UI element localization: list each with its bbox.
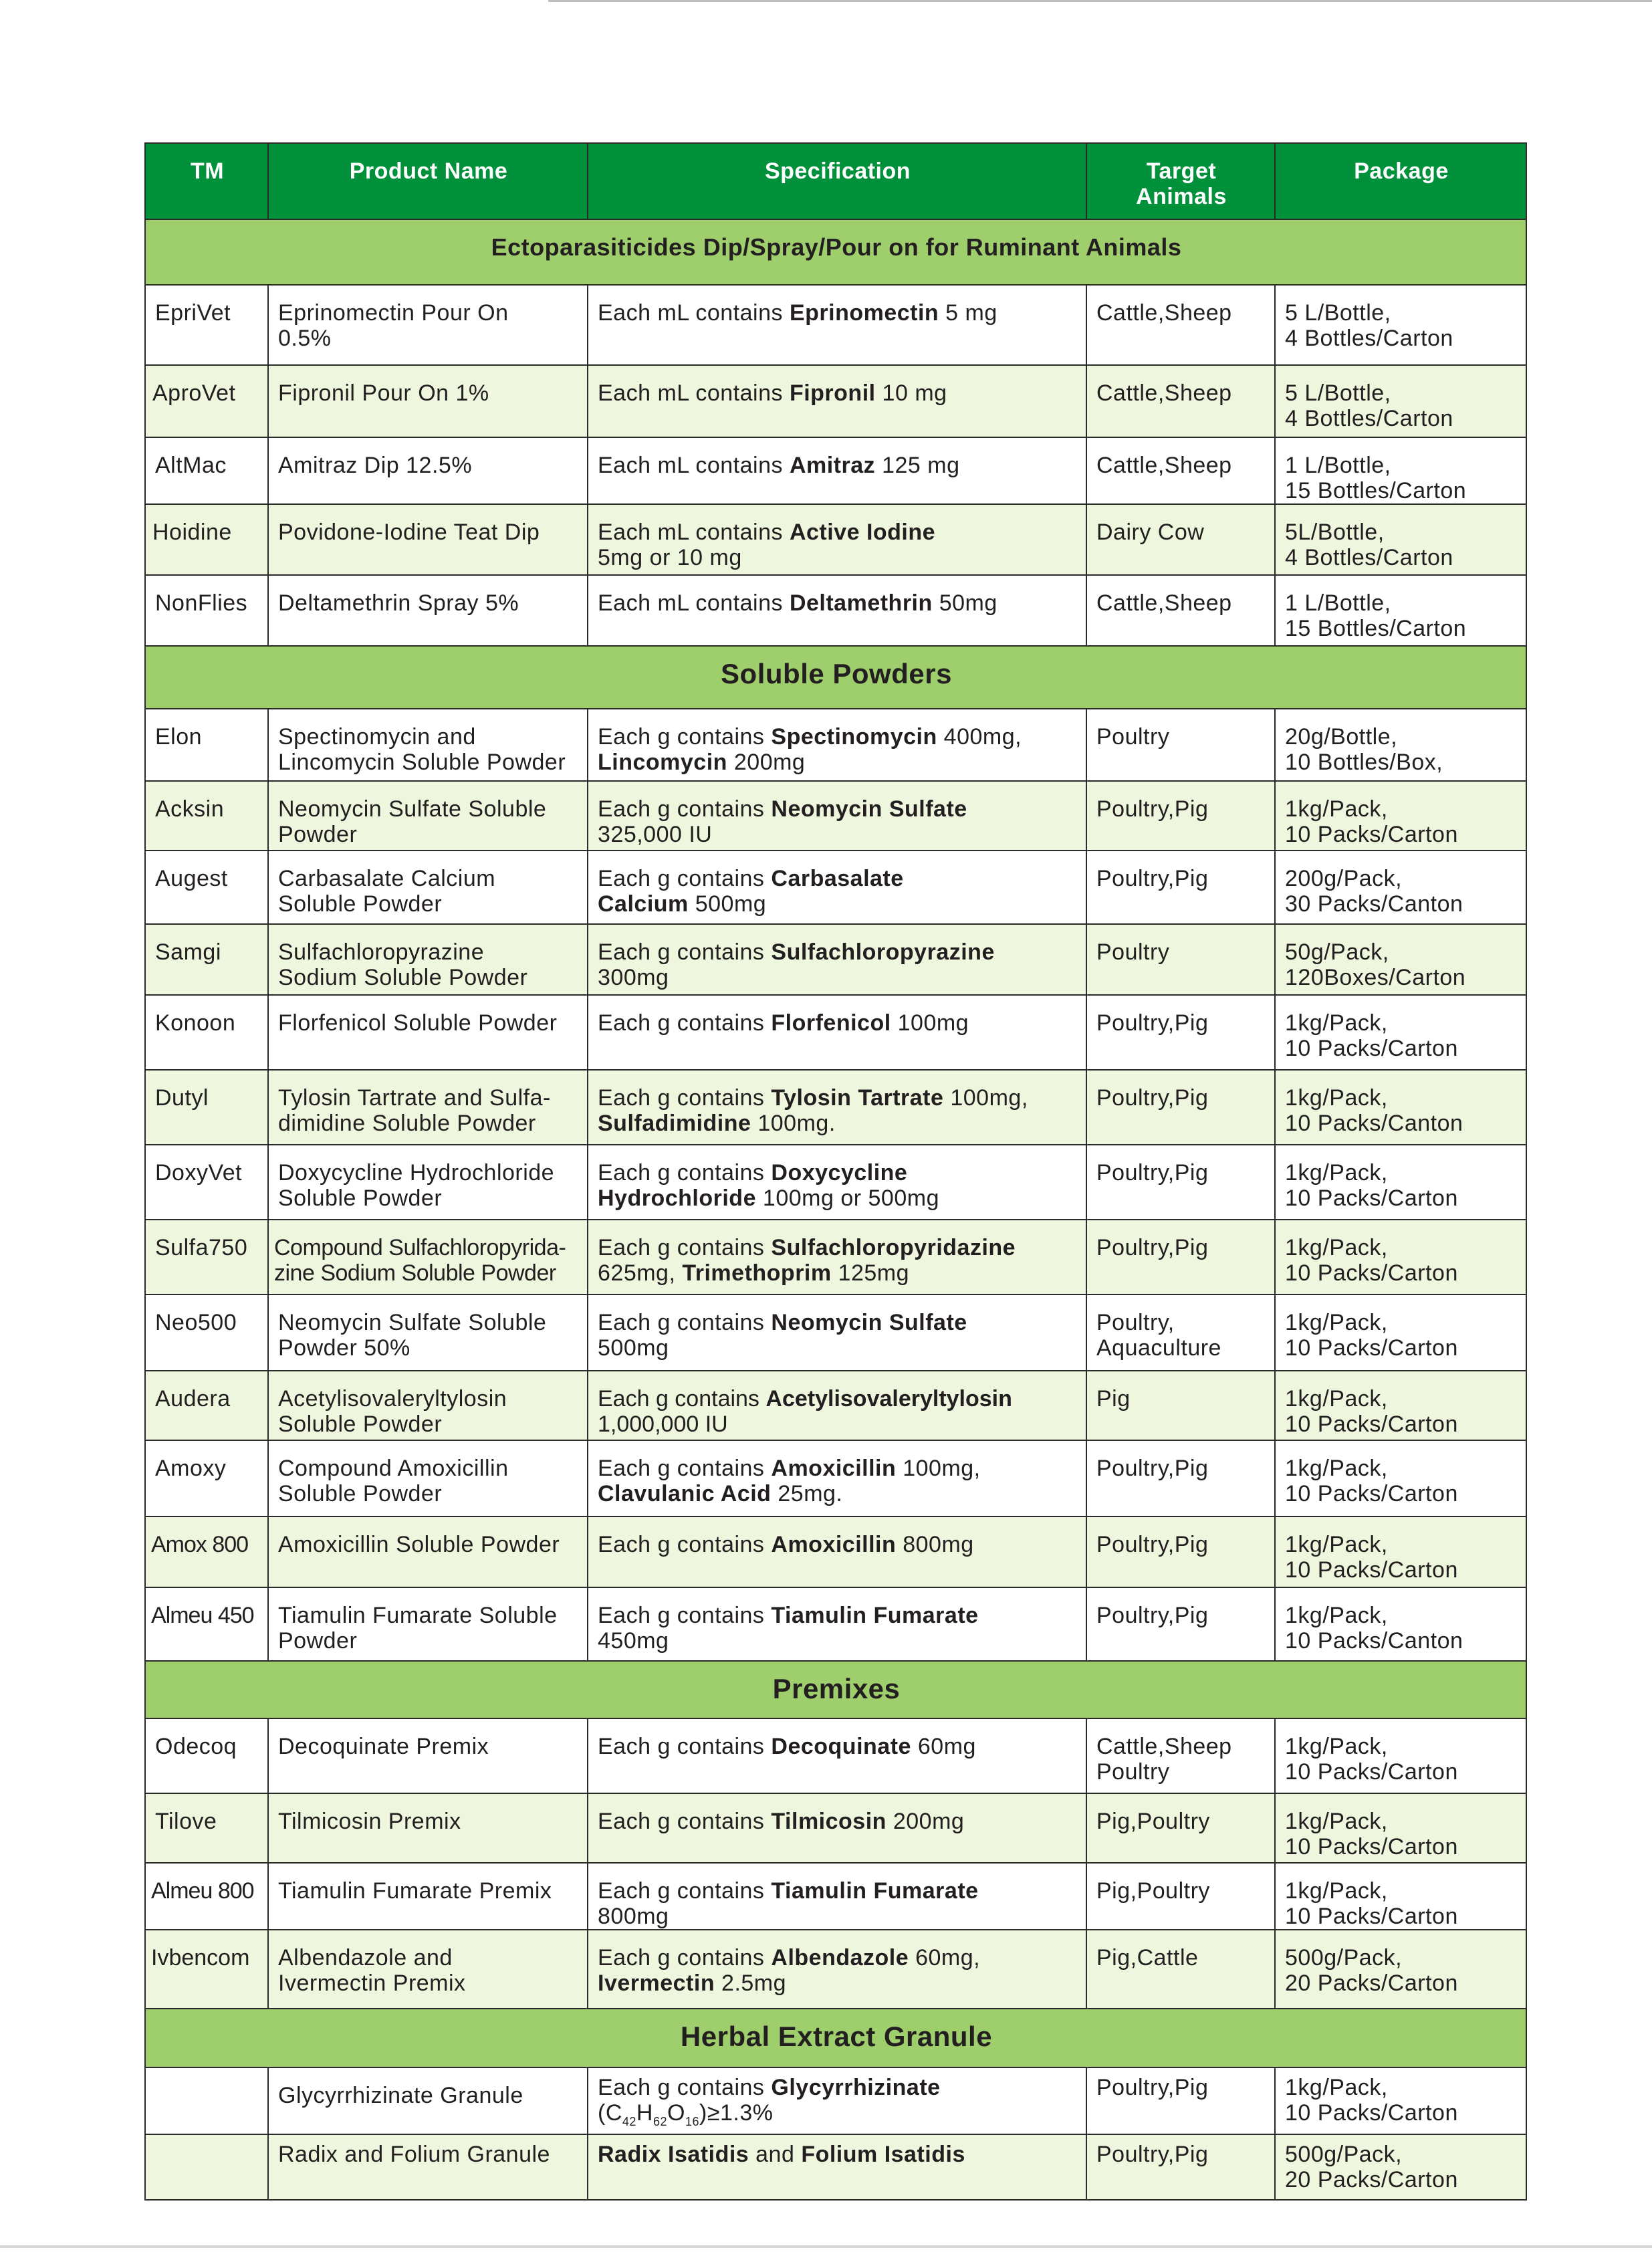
cell-product-name: Tilmicosin Premix <box>268 1793 588 1863</box>
cell-tm: Neo500 <box>145 1294 268 1371</box>
cell-tm: Samgi <box>145 924 268 995</box>
cell-target-animals: Pig,Poultry <box>1086 1863 1275 1930</box>
table-row <box>145 1587 1526 1661</box>
table-row <box>145 1070 1526 1145</box>
cell-product-name: Neomycin Sulfate Soluble Powder <box>268 781 588 851</box>
cell-target-animals: Dairy Cow <box>1086 504 1275 575</box>
section-row <box>145 2009 1526 2067</box>
table-row <box>145 1718 1526 1793</box>
product-table <box>144 142 1527 2201</box>
section-title-ectoparasiticides: Ectoparasiticides Dip/Spray/Pour on for Ruminant Animals <box>145 219 1526 285</box>
cell-tm: Ivbencom <box>145 1930 268 2009</box>
cell-package: 5 L/Bottle, 4 Bottles/Carton <box>1275 285 1526 365</box>
table-row <box>145 1145 1526 1220</box>
table-row <box>145 1371 1526 1440</box>
cell-target-animals: Poultry,Pig <box>1086 1145 1275 1220</box>
section-row <box>145 219 1526 285</box>
cell-product-name: Neomycin Sulfate Soluble Powder 50% <box>268 1294 588 1371</box>
cell-specification: Each g contains Amoxicillin 800mg <box>588 1516 1086 1587</box>
cell-tm: AproVet <box>145 365 268 437</box>
table-row <box>145 575 1526 646</box>
cell-specification: Each mL contains Deltamethrin 50mg <box>588 575 1086 646</box>
cell-product-name: Florfenicol Soluble Powder <box>268 995 588 1070</box>
cell-target-animals: Poultry,Pig <box>1086 1516 1275 1587</box>
cell-product-name: Spectinomycin and Lincomycin Soluble Powder <box>268 709 588 781</box>
cell-product-name: Compound Sulfachloropyrida- zine Sodium Soluble Powder <box>268 1220 588 1294</box>
cell-specification: Each g contains Neomycin Sulfate 325,000 IU <box>588 781 1086 851</box>
cell-tm: Amoxy <box>145 1440 268 1516</box>
table-row <box>145 285 1526 365</box>
cell-product-name: Povidone-Iodine Teat Dip <box>268 504 588 575</box>
cell-specification: Each g contains Spectinomycin 400mg, Lincomycin 200mg <box>588 709 1086 781</box>
cell-product-name: Tylosin Tartrate and Sulfa- dimidine Soluble Powder <box>268 1070 588 1145</box>
cell-tm: Konoon <box>145 995 268 1070</box>
cell-package: 1kg/Pack, 10 Packs/Carton <box>1275 1145 1526 1220</box>
cell-package: 5 L/Bottle, 4 Bottles/Carton <box>1275 365 1526 437</box>
cell-package: 1kg/Pack, 10 Packs/Carton <box>1275 995 1526 1070</box>
table-row <box>145 1863 1526 1930</box>
cell-package: 1kg/Pack, 10 Packs/Carton <box>1275 1718 1526 1793</box>
cell-specification: Each g contains Glycyrrhizinate $(C_{42}H_{62}O_{16})\ge 1.3\%$ <box>588 2067 1086 2134</box>
cell-specification: Radix Isatidis and Folium Isatidis <box>588 2134 1086 2200</box>
cell-tm: Odecoq <box>145 1718 268 1793</box>
header-target-animals: Target Animals <box>1086 143 1275 219</box>
cell-package: 1kg/Pack, 10 Packs/Carton <box>1275 1294 1526 1371</box>
cell-product-name: Decoquinate Premix <box>268 1718 588 1793</box>
cell-package: 1kg/Pack, 10 Packs/Carton <box>1275 1863 1526 1930</box>
cell-target-animals: Pig,Poultry <box>1086 1793 1275 1863</box>
cell-target-animals: Poultry,Pig <box>1086 2134 1275 2200</box>
table-row <box>145 995 1526 1070</box>
cell-specification: Each g contains Sulfachloropyridazine 625mg, Trimethoprim 125mg <box>588 1220 1086 1294</box>
cell-target-animals: Poultry,Pig <box>1086 851 1275 924</box>
cell-package: 1kg/Pack, 10 Packs/Carton <box>1275 2067 1526 2134</box>
cell-specification: Each g contains Tiamulin Fumarate 450mg <box>588 1587 1086 1661</box>
cell-tm: Almeu 450 <box>145 1587 268 1661</box>
cell-package: 1kg/Pack, 10 Packs/Carton <box>1275 781 1526 851</box>
cell-target-animals: Poultry,Pig <box>1086 1440 1275 1516</box>
cell-product-name: Albendazole and Ivermectin Premix <box>268 1930 588 2009</box>
cell-target-animals: Pig <box>1086 1371 1275 1440</box>
table-row <box>145 1793 1526 1863</box>
cell-specification: Each g contains Acetylisovaleryltylosin 1,000,000 IU <box>588 1371 1086 1440</box>
section-row <box>145 1661 1526 1718</box>
cell-package: 5L/Bottle, 4 Bottles/Carton <box>1275 504 1526 575</box>
cell-tm: Augest <box>145 851 268 924</box>
cell-product-name: Amoxicillin Soluble Powder <box>268 1516 588 1587</box>
cell-tm <box>145 2134 268 2200</box>
section-title-herbal-extract-granule: Herbal Extract Granule <box>145 2009 1526 2067</box>
cell-tm: EpriVet <box>145 285 268 365</box>
cell-specification: Each g contains Tylosin Tartrate 100mg, Sulfadimidine 100mg. <box>588 1070 1086 1145</box>
table-header-row <box>145 143 1526 219</box>
cell-tm: Almeu 800 <box>145 1863 268 1930</box>
cell-package: 1kg/Pack, 10 Packs/Canton <box>1275 1070 1526 1145</box>
table-row <box>145 437 1526 504</box>
cell-package: 500g/Pack, 20 Packs/Carton <box>1275 2134 1526 2200</box>
table-row <box>145 1220 1526 1294</box>
cell-target-animals: Poultry,Pig <box>1086 1070 1275 1145</box>
cell-target-animals: Pig,Cattle <box>1086 1930 1275 2009</box>
cell-package: 500g/Pack, 20 Packs/Carton <box>1275 1930 1526 2009</box>
table-row <box>145 851 1526 924</box>
cell-target-animals: Poultry,Pig <box>1086 1587 1275 1661</box>
cell-specification: Each g contains Sulfachloropyrazine 300mg <box>588 924 1086 995</box>
table-row <box>145 504 1526 575</box>
cell-specification: Each g contains Doxycycline Hydrochloride 100mg or 500mg <box>588 1145 1086 1220</box>
cell-specification: Each g contains Neomycin Sulfate 500mg <box>588 1294 1086 1371</box>
table-row <box>145 1440 1526 1516</box>
cell-product-name: Glycyrrhizinate Granule <box>268 2067 588 2134</box>
cell-package: 1 L/Bottle, 15 Bottles/Carton <box>1275 437 1526 504</box>
cell-tm: Audera <box>145 1371 268 1440</box>
header-tm: TM <box>145 143 268 219</box>
table-row <box>145 1294 1526 1371</box>
cell-product-name: Compound Amoxicillin Soluble Powder <box>268 1440 588 1516</box>
table-row <box>145 2134 1526 2200</box>
table-row <box>145 2067 1526 2134</box>
cell-tm: Tilove <box>145 1793 268 1863</box>
cell-product-name: Radix and Folium Granule <box>268 2134 588 2200</box>
cell-specification: Each g contains Tilmicosin 200mg <box>588 1793 1086 1863</box>
cell-specification: Each g contains Florfenicol 100mg <box>588 995 1086 1070</box>
header-product-name: Product Name <box>268 143 588 219</box>
cell-target-animals: Poultry,Pig <box>1086 2067 1275 2134</box>
cell-target-animals: Poultry <box>1086 924 1275 995</box>
cell-package: 200g/Pack, 30 Packs/Canton <box>1275 851 1526 924</box>
table-row <box>145 781 1526 851</box>
cell-specification: Each g contains Amoxicillin 100mg, Clavulanic Acid 25mg. <box>588 1440 1086 1516</box>
cell-package: 1kg/Pack, 10 Packs/Carton <box>1275 1220 1526 1294</box>
cell-specification: Each mL contains Fipronil 10 mg <box>588 365 1086 437</box>
cell-target-animals: Cattle,Sheep <box>1086 575 1275 646</box>
table-row <box>145 1930 1526 2009</box>
table-row <box>145 709 1526 781</box>
cell-tm: Acksin <box>145 781 268 851</box>
cell-target-animals: Poultry,Pig <box>1086 995 1275 1070</box>
cell-package: 1kg/Pack, 10 Packs/Carton <box>1275 1371 1526 1440</box>
cell-specification: Each g contains Tiamulin Fumarate 800mg <box>588 1863 1086 1930</box>
cell-product-name: Tiamulin Fumarate Premix <box>268 1863 588 1930</box>
cell-target-animals: Poultry,Pig <box>1086 1220 1275 1294</box>
cell-tm: Elon <box>145 709 268 781</box>
cell-tm: NonFlies <box>145 575 268 646</box>
cell-specification: Each g contains Albendazole 60mg, Ivermectin 2.5mg <box>588 1930 1086 2009</box>
table-row <box>145 1516 1526 1587</box>
cell-specification: Each g contains Carbasalate Calcium 500mg <box>588 851 1086 924</box>
cell-package: 50g/Pack, 120Boxes/Carton <box>1275 924 1526 995</box>
cell-specification: Each g contains Decoquinate 60mg <box>588 1718 1086 1793</box>
cell-target-animals: Cattle,Sheep Poultry <box>1086 1718 1275 1793</box>
cell-product-name: Fipronil Pour On 1% <box>268 365 588 437</box>
cell-tm: DoxyVet <box>145 1145 268 1220</box>
section-title-premixes: Premixes <box>145 1661 1526 1718</box>
cell-product-name: Doxycycline Hydrochloride Soluble Powder <box>268 1145 588 1220</box>
cell-tm: Dutyl <box>145 1070 268 1145</box>
cell-specification: Each mL contains Amitraz 125 mg <box>588 437 1086 504</box>
cell-specification: Each mL contains Eprinomectin 5 mg <box>588 285 1086 365</box>
cell-product-name: Eprinomectin Pour On 0.5% <box>268 285 588 365</box>
top-rule <box>548 0 1652 2</box>
header-package: Package <box>1275 143 1526 219</box>
cell-package: 1kg/Pack, 10 Packs/Carton <box>1275 1440 1526 1516</box>
cell-target-animals: Cattle,Sheep <box>1086 285 1275 365</box>
cell-specification: Each mL contains Active Iodine 5mg or 10 mg <box>588 504 1086 575</box>
cell-product-name: Amitraz Dip 12.5% <box>268 437 588 504</box>
cell-tm: Amox 800 <box>145 1516 268 1587</box>
cell-package: 1kg/Pack, 10 Packs/Carton <box>1275 1516 1526 1587</box>
table-row <box>145 365 1526 437</box>
cell-package: 1kg/Pack, 10 Packs/Canton <box>1275 1587 1526 1661</box>
cell-package: 1kg/Pack, 10 Packs/Carton <box>1275 1793 1526 1863</box>
table-row <box>145 924 1526 995</box>
cell-target-animals: Poultry, Aquaculture <box>1086 1294 1275 1371</box>
cell-product-name: Deltamethrin Spray 5% <box>268 575 588 646</box>
cell-tm: Sulfa750 <box>145 1220 268 1294</box>
section-row <box>145 646 1526 709</box>
cell-product-name: Tiamulin Fumarate Soluble Powder <box>268 1587 588 1661</box>
bottom-rule <box>0 2245 1652 2248</box>
cell-target-animals: Poultry <box>1086 709 1275 781</box>
cell-package: 1 L/Bottle, 15 Bottles/Carton <box>1275 575 1526 646</box>
cell-package: 20g/Bottle, 10 Bottles/Box, <box>1275 709 1526 781</box>
cell-product-name: Sulfachloropyrazine Sodium Soluble Powder <box>268 924 588 995</box>
cell-tm: Hoidine <box>145 504 268 575</box>
cell-target-animals: Poultry,Pig <box>1086 781 1275 851</box>
cell-tm <box>145 2067 268 2134</box>
cell-target-animals: Cattle,Sheep <box>1086 365 1275 437</box>
section-title-soluble-powders: Soluble Powders <box>145 646 1526 709</box>
cell-target-animals: Cattle,Sheep <box>1086 437 1275 504</box>
cell-product-name: Carbasalate Calcium Soluble Powder <box>268 851 588 924</box>
cell-tm: AltMac <box>145 437 268 504</box>
header-specification: Specification <box>588 143 1086 219</box>
cell-product-name: Acetylisovaleryltylosin Soluble Powder <box>268 1371 588 1440</box>
